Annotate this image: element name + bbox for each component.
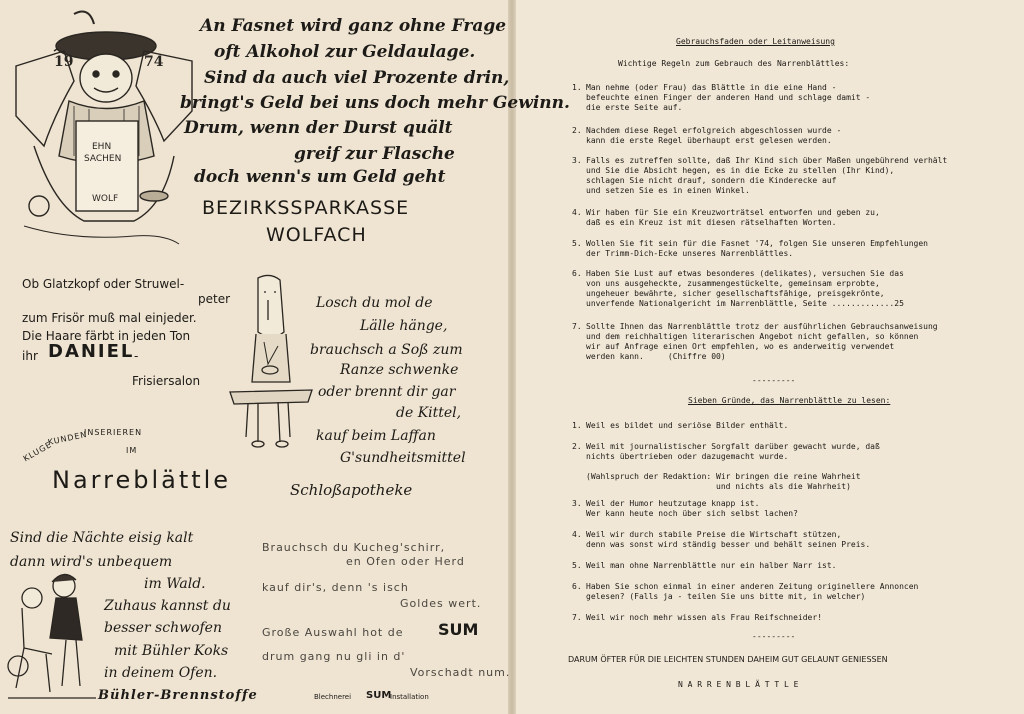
hair-line: zum Frisör muß mal einjeder. xyxy=(22,311,197,325)
rule-text: Wollen Sie fit sein für die Fasnet '74, folgen Sie unseren Empfehlungen der Trimm-Dich-Ecke unseres Narrenblättles. xyxy=(586,239,928,258)
apotheke-line: G'sundheitsmittel xyxy=(340,450,466,466)
reason-number: 1. xyxy=(572,421,582,430)
instructions-title: Gebrauchsfaden oder Leitanweisung xyxy=(676,37,835,46)
reason-text: Haben Sie schon einmal in einer anderen Zeitung originellere Annoncen gelesen? (Falls ja - teilen Sie uns bitte mit, in welcher) xyxy=(586,582,919,601)
fasnet-line: doch wenn's um Geld geht xyxy=(194,167,446,187)
apotheke-line: de Kittel, xyxy=(396,405,462,421)
jester-year-left: 19 xyxy=(54,54,74,70)
fasnet-line: greif zur Flasche xyxy=(294,144,455,164)
jester-year-right: 74 xyxy=(144,54,164,70)
reason-item xyxy=(572,530,972,550)
reason-item xyxy=(572,442,972,492)
sum-footer-suffix: Installation xyxy=(390,693,429,701)
hair-line: Ob Glatzkopf oder Struwel- xyxy=(22,277,185,291)
hair-line: ihr xyxy=(22,349,38,363)
divider: --------- xyxy=(752,632,796,641)
reason-number: 3. xyxy=(572,499,582,508)
rule-item xyxy=(572,83,972,113)
narreblaettle-title: Narreblättle xyxy=(52,466,232,494)
rule-text: Man nehme (oder Frau) das Blättle in die eine Hand - befeuchte einen Finger der anderen Hand und schlage damit - die erste Seite auf. xyxy=(586,83,871,112)
sum-line: kauf dir's, denn 's isch xyxy=(262,581,409,594)
divider: --------- xyxy=(752,376,796,385)
rule-item xyxy=(572,156,972,196)
rule-item xyxy=(572,239,972,259)
arc-word: KUNDEN xyxy=(47,429,89,447)
rule-number: 4. xyxy=(572,208,582,217)
koks-line: im Wald. xyxy=(144,576,206,592)
koks-line: dann wird's unbequem xyxy=(10,554,173,570)
reason-item xyxy=(572,613,972,623)
tall-man-illustration xyxy=(228,272,314,462)
koks-line: Sind die Nächte eisig kalt xyxy=(10,530,194,546)
apotheke-name: Schloßapotheke xyxy=(290,481,413,499)
sign-line-3: WOLF xyxy=(92,194,119,204)
rule-number: 6. xyxy=(572,269,582,278)
signature: N A R R E N B L Ä T T L E xyxy=(678,680,799,689)
bank-name: BEZIRKSSPARKASSE xyxy=(202,197,410,219)
salon-footer: Frisiersalon xyxy=(132,374,201,388)
sum-footer-name: SUM xyxy=(366,690,392,701)
reason-item xyxy=(572,499,972,519)
sum-footer-prefix: Blechnerei xyxy=(314,693,352,701)
reason-text: Weil mit journalistischer Sorgfalt darüber gewacht wurde, daß nichts übertrieben oder dazugemacht wurde. (Wahlspruch der Redaktion: Wir bringen die reine Wahrheit und nichts als die Wahrheit) xyxy=(586,442,880,491)
sign-line-2: SACHEN xyxy=(84,154,122,164)
sum-brand: SUM xyxy=(438,620,479,639)
sum-line: Goldes wert. xyxy=(400,597,482,610)
rule-number: 1. xyxy=(572,83,582,92)
fasnet-line: Sind da auch viel Prozente drin, xyxy=(204,68,510,88)
arc-word: KLUGE xyxy=(21,439,54,464)
reason-item xyxy=(572,561,972,571)
reason-text: Weil es bildet und seriöse Bilder enthält. xyxy=(586,421,789,430)
rule-item xyxy=(572,126,972,146)
fasnet-line: Drum, wenn der Durst quält xyxy=(184,118,453,138)
apotheke-line: Ranze schwenke xyxy=(340,362,459,378)
rule-text: Haben Sie Lust auf etwas besonderes (delikates), versuchen Sie das von uns ausgeheckte, zusammengestückelte, gemeinsam erprobte, ungeheuer bewährte, sicher gesellschaftsfähige, preisgekrönte, unverfende Nationalgericht im Narrenblättle, Seite .............25 xyxy=(586,269,904,308)
salon-dash: - xyxy=(134,349,139,363)
sum-line: Große Auswahl hot de xyxy=(262,626,404,639)
reason-item xyxy=(572,582,972,602)
rule-text: Falls es zutreffen sollte, daß Ihr Kind sich über Maßen ungebührend verhält und Sie die Absicht hegen, es in die Ecke zu stellen (Ihr Kind), schlagen Sie nicht drauf, sondern die Kinderecke auf und setzen Sie es in einen Winkel. xyxy=(586,156,948,195)
reason-text: Weil man ohne Narrenblättle nur ein halber Narr ist. xyxy=(586,561,837,570)
arc-word: INSERIEREN xyxy=(84,428,143,437)
salon-name: DANIEL xyxy=(48,341,135,362)
apotheke-line: Lälle hänge, xyxy=(360,318,448,334)
rule-text: Nachdem diese Regel erfolgreich abgeschlossen wurde - kann die erste Regel überhaupt erst gelesen werden. xyxy=(586,126,842,145)
reasons-title: Sieben Gründe, das Narrenblättle zu lesen: xyxy=(688,396,891,405)
sign-line-1: EHN xyxy=(92,142,112,152)
koks-line: in deinem Ofen. xyxy=(104,665,218,681)
fasnet-line: oft Alkohol zur Geldaulage. xyxy=(214,42,476,62)
buehler-name: Bühler-Brennstoffe xyxy=(98,688,258,703)
reason-item xyxy=(572,421,972,431)
rule-text: Sollte Ihnen das Narrenblättle trotz der ausführlichen Gebrauchsanweisung und dem reichhaltigen literarischen Angebot nicht gefallen, so können wir auf Anfrage einen Ort empfehlen, wo es anderweitig verwendet werden kann. (Chiffre 00) xyxy=(586,322,938,361)
closing-line: DARUM ÖFTER FÜR DIE LEICHTEN STUNDEN DAHEIM GUT GELAUNT GENIESSEN xyxy=(568,655,888,664)
apotheke-line: oder brennt dir gar xyxy=(318,384,456,400)
bank-town: WOLFACH xyxy=(266,224,367,246)
rule-number: 3. xyxy=(572,156,582,165)
rule-number: 5. xyxy=(572,239,582,248)
apotheke-line: brauchsch a Soß zum xyxy=(310,342,463,358)
sum-line: en Ofen oder Herd xyxy=(346,555,465,568)
arc-word: IM xyxy=(126,446,138,455)
reason-text: Weil der Humor heutzutage knapp ist. Wer kann heute noch über sich selbst lachen? xyxy=(586,499,798,518)
rule-item xyxy=(572,269,972,309)
hair-line: Die Haare färbt in jeden Ton xyxy=(22,329,191,343)
apotheke-line: Losch du mol de xyxy=(316,295,433,311)
koks-line: mit Bühler Koks xyxy=(114,643,229,659)
rule-item xyxy=(572,208,972,228)
couple-illustration xyxy=(6,568,104,708)
apotheke-line: kauf beim Laffan xyxy=(316,428,436,444)
instructions-subtitle: Wichtige Regeln zum Gebrauch des Narrenblättles: xyxy=(618,59,850,68)
rule-number: 7. xyxy=(572,322,582,331)
sum-line: drum gang nu gli in d' xyxy=(262,650,406,663)
reason-number: 5. xyxy=(572,561,582,570)
fasnet-line: An Fasnet wird ganz ohne Frage xyxy=(200,16,507,36)
sum-line: Vorschadt num. xyxy=(410,666,511,679)
koks-line: Zuhaus kannst du xyxy=(104,598,231,614)
rule-number: 2. xyxy=(572,126,582,135)
reason-text: Weil wir durch stabile Preise die Wirtschaft stützen, denn was sonst wird ständig besser und behält seinen Preis. xyxy=(586,530,871,549)
sum-line: Brauchsch du Kucheg'schirr, xyxy=(262,541,446,554)
rule-text: Wir haben für Sie ein Kreuzworträtsel entworfen und geben zu, daß es ein Kreuz ist mit diesen rätselhaften Worten. xyxy=(586,208,880,227)
reason-text: Weil wir noch mehr wissen als Frau Reifschneider! xyxy=(586,613,823,622)
reason-number: 4. xyxy=(572,530,582,539)
reason-number: 7. xyxy=(572,613,582,622)
jester-illustration xyxy=(14,6,194,251)
reason-number: 2. xyxy=(572,442,582,451)
rule-item xyxy=(572,322,972,362)
hair-line: peter xyxy=(198,292,231,306)
koks-line: besser schwofen xyxy=(104,620,222,636)
reason-number: 6. xyxy=(572,582,582,591)
fasnet-line: bringt's Geld bei uns doch mehr Gewinn. xyxy=(180,93,570,113)
